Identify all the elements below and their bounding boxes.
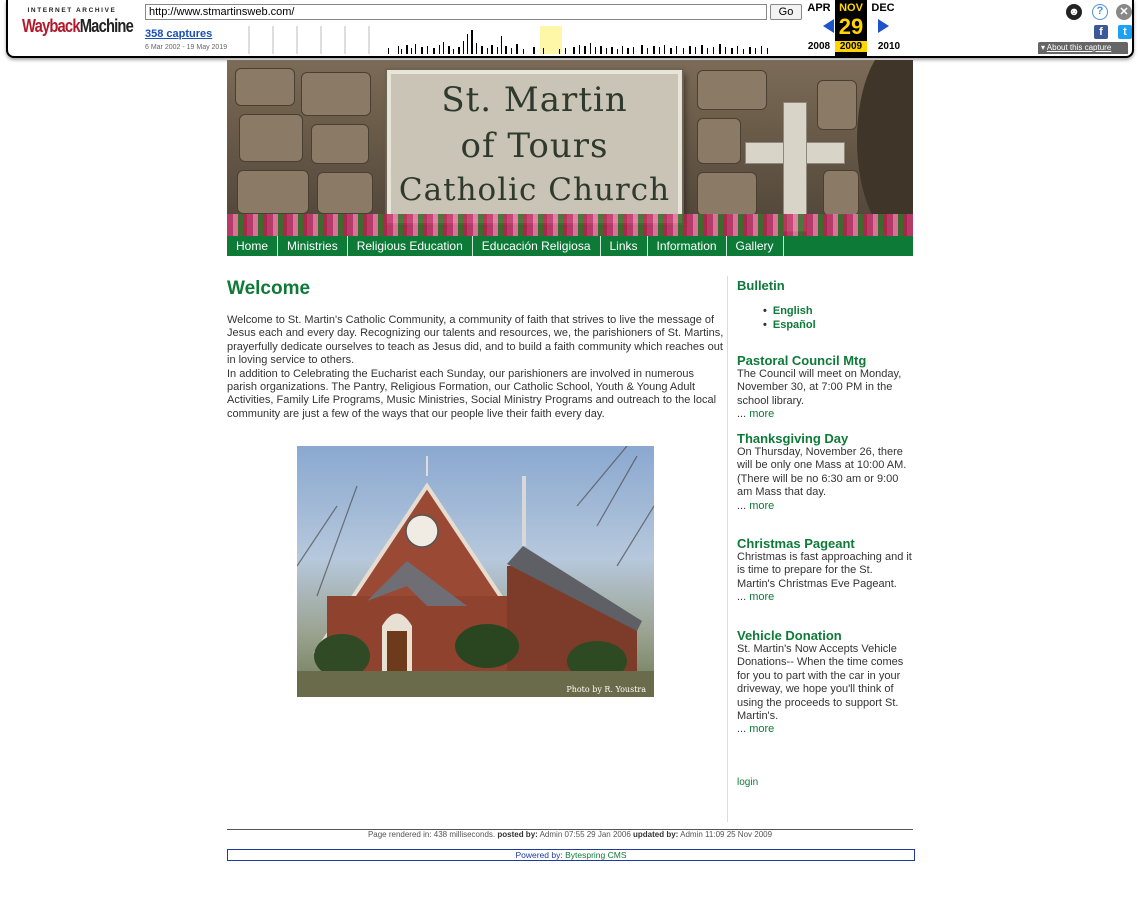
updated-label: updated by:: [633, 830, 679, 839]
news-item: [737, 536, 913, 603]
church-illustration: [297, 446, 654, 697]
bulletin-espanol-link[interactable]: • Español: [763, 319, 816, 333]
bytespring-link[interactable]: Bytespring CMS: [565, 850, 627, 860]
stone-block: [239, 114, 303, 162]
current-day-label: 29: [838, 14, 864, 39]
stone-block: [235, 68, 295, 106]
calendar-navigator: [801, 0, 901, 56]
news-title[interactable]: Pastoral Council Mtg: [737, 353, 867, 368]
stone-block: [697, 70, 767, 110]
more-link[interactable]: ... more: [737, 408, 775, 421]
sign-line-2: of Tours: [460, 126, 609, 166]
help-icon[interactable]: ?: [1092, 4, 1108, 20]
nav-links[interactable]: Links: [601, 236, 648, 256]
news-body: St. Martin's Now Accepts Vehicle Donations-- When the time comes for you to part with the car in your driveway, we hope you'll think of using the proceeds to support St. Martin's.: [737, 643, 904, 723]
page-title: Welcome: [227, 278, 311, 299]
more-link[interactable]: ... more: [737, 499, 775, 512]
more-link[interactable]: ... more: [737, 591, 775, 604]
stone-block: [823, 170, 859, 216]
sign-line-1: St. Martin: [441, 80, 628, 120]
news-body: Christmas is fast approaching and it is time to prepare for the St. Martin's Christmas Eve Pageant.: [737, 551, 912, 590]
prev-capture-arrow-icon[interactable]: [823, 19, 834, 33]
posted-value: Admin 07:55 29 Jan 2006: [539, 830, 631, 839]
go-button[interactable]: Go: [770, 4, 802, 20]
wayback-toolbar: [6, 0, 1134, 58]
church-sign: [387, 70, 682, 223]
powered-by: [227, 849, 915, 861]
main-nav: [227, 236, 913, 256]
updated-value: Admin 11:09 25 Nov 2009: [680, 830, 773, 839]
sign-line-3: Catholic Church: [398, 172, 671, 208]
render-time: Page rendered in: 438 milliseconds.: [367, 830, 496, 839]
news-title[interactable]: Vehicle Donation: [737, 628, 842, 643]
welcome-paragraph-1: Welcome to St. Martin's Catholic Community, a community of faith that strives to live the message of Jesus each and every day. Recognizing our talents and resources, we, the parishioners of St. Martins, prayerfully dedicate ourselves to teach as Jesus did, and to build a faith community which reaches out in loving service to others.: [227, 314, 724, 367]
wayback-logo[interactable]: [22, 7, 134, 37]
logo-machine: Machine: [79, 16, 134, 36]
nav-educacion-religiosa[interactable]: Educación Religiosa: [473, 236, 601, 256]
capture-sparkline[interactable]: [243, 24, 773, 54]
stone-block: [301, 72, 371, 116]
next-year-label[interactable]: 2010: [877, 41, 901, 52]
current-year-label: 2009: [835, 41, 867, 52]
capture-date-range: 6 Mar 2002 - 19 May 2019: [145, 44, 228, 51]
more-link[interactable]: ... more: [737, 723, 775, 736]
close-icon[interactable]: ✕: [1116, 4, 1132, 20]
about-capture-label: About this capture: [1046, 43, 1112, 52]
bulletin-title: Bulletin: [737, 278, 785, 293]
news-title[interactable]: Christmas Pageant: [737, 536, 855, 551]
stone-block: [317, 172, 373, 214]
stone-block: [237, 170, 309, 214]
captures-link[interactable]: 358 captures: [145, 28, 213, 40]
nav-religious-education[interactable]: Religious Education: [348, 236, 473, 256]
photo-credit: Photo by R. Youstra: [566, 685, 646, 694]
bulletin-english-link[interactable]: • English: [763, 305, 816, 319]
nav-gallery[interactable]: Gallery: [727, 236, 784, 256]
news-item: [737, 628, 913, 735]
header-banner: [227, 60, 913, 236]
twitter-icon[interactable]: t: [1118, 25, 1132, 39]
logo-top-text: INTERNET ARCHIVE: [27, 7, 117, 14]
login-link[interactable]: login: [737, 777, 759, 788]
prev-year-label[interactable]: 2008: [807, 41, 831, 52]
capture-bars: [388, 30, 768, 54]
stone-block: [817, 80, 857, 130]
welcome-text: [227, 314, 725, 421]
flower-bed: [227, 214, 913, 236]
posted-label: posted by:: [497, 830, 538, 839]
welcome-paragraph-2: In addition to Celebrating the Eucharist each Sunday, our parishioners are involved in numerous parish organizations. The Pantry, Religious Formation, our Catholic School, Youth & Young Adult Activities, Family Life Programs, Music Ministries, Social Ministry Programs and outreach to the local community are just a few of the ways that our people live their faith every day.: [227, 367, 717, 420]
logo-main: [22, 16, 134, 37]
column-divider: [727, 276, 728, 822]
nav-information[interactable]: Information: [648, 236, 727, 256]
url-input[interactable]: [145, 4, 767, 20]
facebook-icon[interactable]: f: [1094, 25, 1108, 39]
cross-vertical: [783, 102, 807, 232]
church-photo: [297, 446, 654, 697]
powered-prefix: Powered by:: [515, 850, 563, 860]
next-capture-arrow-icon[interactable]: [878, 19, 889, 33]
news-body: On Thursday, November 26, there will be only one Mass at 10:00 AM. (There will be no 6:30 am or 9:00 am Mass that day.: [737, 446, 907, 499]
logo-wayback: Wayback: [22, 16, 80, 36]
news-item: [737, 431, 913, 512]
current-month-label: NOV: [839, 2, 863, 14]
news-item: [737, 353, 913, 420]
nav-ministries[interactable]: Ministries: [278, 236, 348, 256]
footer-meta: [227, 830, 913, 839]
bulletin-links: [763, 305, 816, 332]
news-title[interactable]: Thanksgiving Day: [737, 431, 849, 446]
user-icon[interactable]: ☻: [1066, 4, 1082, 20]
nav-home[interactable]: Home: [227, 236, 278, 256]
prev-month-label[interactable]: APR: [807, 2, 831, 14]
stone-block: [697, 172, 757, 216]
next-month-label[interactable]: DEC: [871, 2, 895, 14]
tree-shape: [857, 60, 913, 236]
stone-block: [311, 124, 369, 164]
news-body: The Council will meet on Monday, November 30, at 7:00 PM in the school library.: [737, 368, 902, 407]
stone-block: [697, 118, 741, 164]
church-page: [227, 60, 913, 860]
about-capture-button[interactable]: ▾ About this capture: [1038, 42, 1128, 54]
